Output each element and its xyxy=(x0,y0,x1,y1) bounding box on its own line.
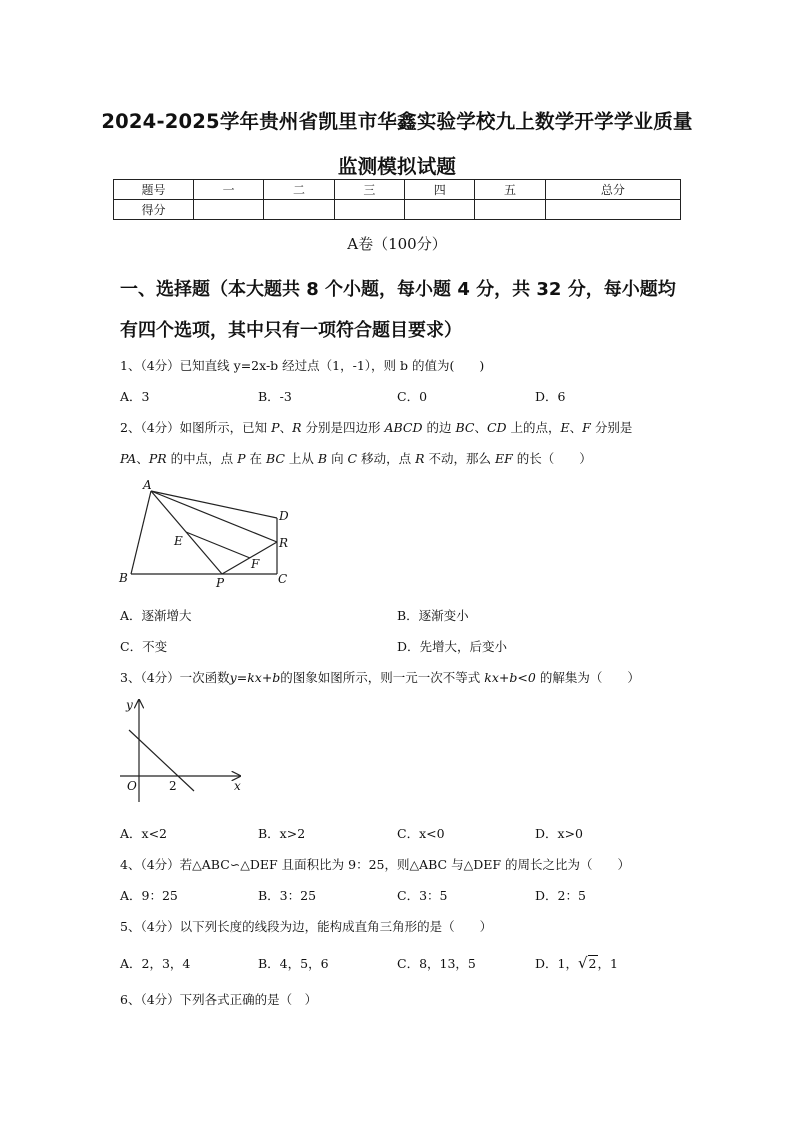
q5-option-a[interactable]: A．2，3，4 xyxy=(120,956,191,971)
score-header-cell: 题号 xyxy=(114,180,194,200)
score-cell[interactable] xyxy=(334,200,404,220)
score-row-label: 得分 xyxy=(114,200,194,220)
score-cell[interactable] xyxy=(264,200,334,220)
q2-label-c: C xyxy=(278,572,288,586)
q3-stem-mid: 的图象如图所示，则一元一次不等式 xyxy=(280,670,481,685)
q4-option-d[interactable]: D．2：5 xyxy=(535,888,586,903)
exam-title-line1: 2024-2025学年贵州省凯里市华鑫实验学校九上数学开学学业质量 xyxy=(101,110,693,133)
q2-edge-ba xyxy=(131,491,151,574)
q2-label-e: E xyxy=(174,534,183,548)
q2-label-a: A xyxy=(143,478,152,492)
score-table-header-row xyxy=(114,180,681,200)
section-heading-line1: 一、选择题（本大题共 8 个小题，每小题 4 分，共 32 分，每小题均 xyxy=(120,279,676,300)
score-cell[interactable] xyxy=(405,200,475,220)
q1-option-d[interactable]: D．6 xyxy=(535,389,566,404)
score-table xyxy=(113,179,681,220)
q5-option-d-radicand: 2 xyxy=(588,956,597,971)
question-4-stem: 4、（4分）若△ABC∽△DEF 且面积比为 9：25，则△ABC 与△DEF 的周长之比为（ ） xyxy=(120,857,630,872)
question-1-stem: 1、（4分）已知直线 y=2x-b 经过点（1，-1），则 b 的值为( ) xyxy=(120,358,485,373)
section-heading-line2: 有四个选项，其中只有一项符合题目要求） xyxy=(120,320,462,341)
q5-option-d-suffix: ，1 xyxy=(597,956,618,971)
q3-label-y: y xyxy=(126,698,133,712)
q3-linear-graph xyxy=(114,694,249,806)
q2-stem-prefix: 2、（4分）如图所示，已知 xyxy=(120,420,268,435)
exam-title-line2: 监测模拟试题 xyxy=(337,155,457,178)
q2-label-d: D xyxy=(279,509,289,523)
q2-option-b[interactable]: B．逐渐变小 xyxy=(397,608,469,623)
question-2-stem-line2: PA、PR 的中点，点 P 在 BC 上从 B 向 C 移动，点 R 不动，那么 EF 的长（ ） xyxy=(120,451,592,466)
question-6-stem: 6、（4分）下列各式正确的是（ ） xyxy=(120,992,318,1007)
q5-option-d[interactable] xyxy=(535,954,618,972)
score-header-cell: 二 xyxy=(264,180,334,200)
q2-label-f: F xyxy=(251,557,260,571)
score-cell[interactable] xyxy=(475,200,545,220)
q2-quadrilateral-figure xyxy=(114,476,304,591)
question-2-stem-line1: 2、（4分）如图所示，已知 P、R 分别是四边形 ABCD 的边 BC、CD 上的点，E、F 分别是 xyxy=(120,420,633,435)
q5-option-b[interactable]: B．4，5，6 xyxy=(258,956,329,971)
q3-option-b[interactable]: B．x>2 xyxy=(258,826,306,841)
q3-option-c[interactable]: C．x<0 xyxy=(397,826,445,841)
question-5-stem: 5、（4分）以下列长度的线段为边，能构成直角三角形的是（ ） xyxy=(120,919,493,934)
q3-function: y=kx+b xyxy=(229,670,281,685)
q4-option-c[interactable]: C．3：5 xyxy=(397,888,448,903)
q3-label-origin: O xyxy=(127,779,137,793)
score-table-score-row xyxy=(114,200,681,220)
q5-option-d-prefix: D．1， xyxy=(535,956,578,971)
q5-option-c[interactable]: C．8，13，5 xyxy=(397,956,476,971)
q2-option-d[interactable]: D．先增大，后变小 xyxy=(397,639,508,654)
q2-label-p: P xyxy=(216,576,225,590)
score-header-cell: 总分 xyxy=(545,180,680,200)
q2-stem-mid: 不动，那么 xyxy=(428,451,491,466)
q3-label-two: 2 xyxy=(169,779,177,793)
score-cell[interactable] xyxy=(194,200,264,220)
q2-segment-ar xyxy=(151,491,277,542)
sqrt-symbol-icon: √ xyxy=(577,954,588,972)
q3-option-d[interactable]: D．x>0 xyxy=(535,826,583,841)
score-header-cell: 五 xyxy=(475,180,545,200)
q3-inequality: kx+b<0 xyxy=(484,670,536,685)
q3-label-x: x xyxy=(234,779,241,793)
q3-stem-prefix: 3、（4分）一次函数 xyxy=(120,670,230,685)
q3-stem-end: 的解集为（ ） xyxy=(539,670,640,685)
question-3-stem xyxy=(120,668,640,686)
q1-option-a[interactable]: A．3 xyxy=(120,389,150,404)
q1-option-b[interactable]: B．-3 xyxy=(258,389,292,404)
paper-part-heading: A卷（100分） xyxy=(347,235,447,253)
q2-option-c[interactable]: C．不变 xyxy=(120,639,168,654)
q3-option-a[interactable]: A．x<2 xyxy=(120,826,168,841)
score-header-cell: 四 xyxy=(405,180,475,200)
q4-option-b[interactable]: B．3：25 xyxy=(258,888,317,903)
q2-stem-end: 的长（ ） xyxy=(516,451,592,466)
score-cell[interactable] xyxy=(545,200,680,220)
q2-label-b: B xyxy=(119,571,128,585)
q2-segment-ef xyxy=(186,532,250,558)
q2-label-r: R xyxy=(279,536,289,550)
q4-option-a[interactable]: A．9：25 xyxy=(120,888,178,903)
q2-option-a[interactable]: A．逐渐增大 xyxy=(120,608,192,623)
score-header-cell: 一 xyxy=(194,180,264,200)
score-header-cell: 三 xyxy=(334,180,404,200)
q1-option-c[interactable]: C．0 xyxy=(397,389,428,404)
